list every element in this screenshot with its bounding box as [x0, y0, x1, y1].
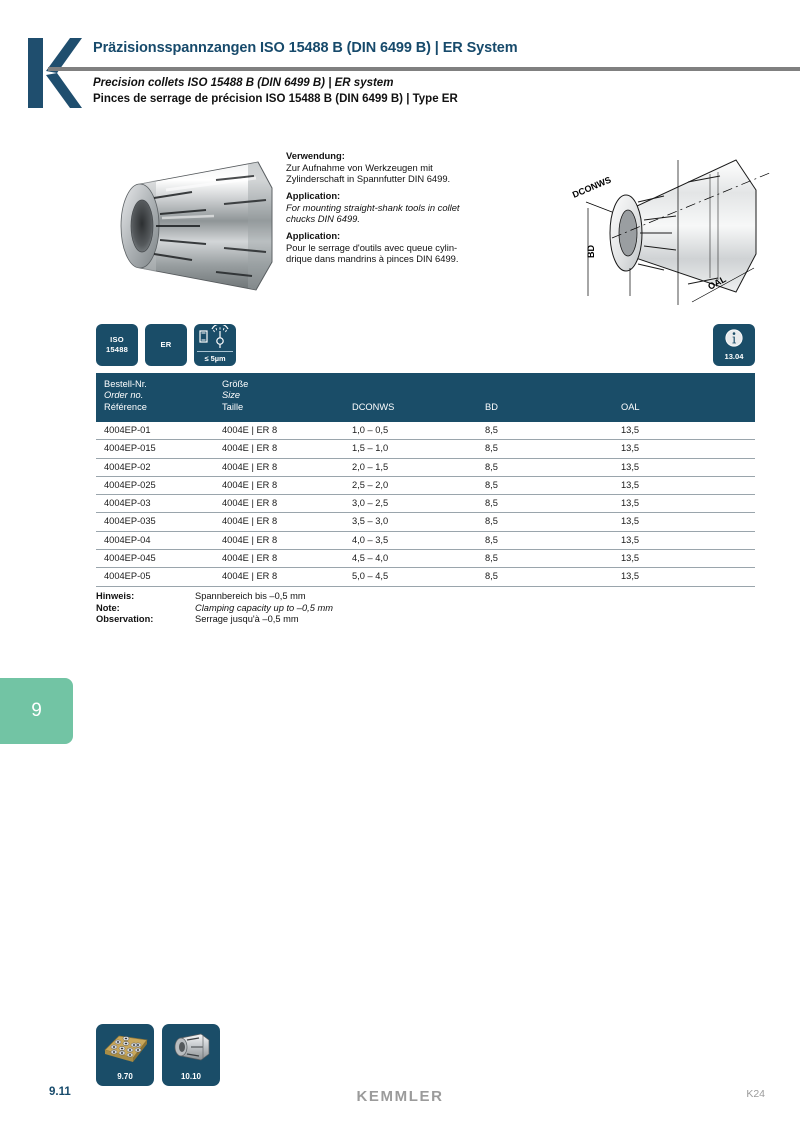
usage-line: Zur Aufnahme von Werkzeugen mit: [286, 161, 433, 173]
cell-oal: 13,5: [621, 461, 640, 472]
column-header-order-no: [104, 379, 147, 413]
badge-er: [145, 324, 187, 366]
column-header-order-no-fr: Référence: [104, 401, 147, 412]
table-row[interactable]: [96, 550, 755, 568]
header-rule: [48, 67, 800, 71]
cell-order-no: 4004EP-01: [104, 425, 151, 435]
cell-bd: 8,5: [485, 443, 498, 454]
cell-dconws: 4,5 – 4,0: [352, 553, 389, 564]
chapter-number: 9: [31, 700, 42, 721]
table-row[interactable]: [96, 477, 755, 495]
cell-oal: 13,5: [621, 516, 640, 527]
cell-order-no: 4004EP-04: [104, 534, 151, 545]
chapter-tab[interactable]: [0, 678, 73, 744]
cell-order-no: 4004EP-02: [104, 461, 151, 472]
usage-heading-fr: Application:: [286, 230, 341, 241]
column-header-dconws: DCONWS: [352, 402, 395, 412]
note-value: Clamping capacity up to –0,5 mm: [195, 602, 333, 613]
table-row[interactable]: [96, 513, 755, 531]
footer-brand-logo: KEMMLER: [356, 1088, 444, 1105]
footer-catalog-code: K24: [746, 1088, 765, 1100]
badge-iso-15488: [96, 324, 138, 366]
collet-dimension-drawing: [560, 150, 800, 310]
dim-label-dconws: DCONWS: [570, 174, 613, 200]
cell-dconws: 3,5 – 3,0: [352, 516, 389, 527]
cell-bd: 8,5: [485, 516, 498, 527]
usage-line: For mounting straight-shank tools in collet: [286, 201, 460, 213]
note-value: Serrage jusqu'à –0,5 mm: [195, 614, 299, 625]
cell-order-no: 4004EP-03: [104, 498, 151, 509]
collet-product-photo: [96, 150, 276, 300]
usage-group-de: [286, 150, 536, 184]
cell-size: 4004E | ER 8: [222, 571, 278, 582]
cell-order-no: 4004EP-035: [104, 516, 156, 527]
collet-set-tray-icon: [101, 1028, 149, 1066]
page-title-de: Präzisionsspannzangen ISO 15488 B (DIN 6499 B) | ER System: [93, 40, 518, 56]
cell-bd: 8,5: [485, 534, 498, 545]
column-header-size-en: Size: [222, 390, 241, 401]
badge-er-label: ER: [160, 340, 172, 349]
usage-line: Pour le serrage d'outils avec queue cylin-: [286, 241, 458, 253]
cell-bd: 8,5: [485, 498, 498, 509]
table-row[interactable]: [96, 459, 755, 477]
cell-size: 4004E | ER 8: [222, 461, 278, 472]
thumbnail-link-10-10[interactable]: [162, 1024, 220, 1086]
cell-oal: 13,5: [621, 479, 640, 490]
badge-concentricity: [194, 324, 236, 366]
footer-page-number: 9.11: [49, 1086, 71, 1098]
collet-nut-icon: [167, 1028, 215, 1066]
thumbnail-link-9-70[interactable]: [96, 1024, 154, 1086]
badge-concentricity-value: ≤ 5µm: [204, 354, 226, 363]
cell-dconws: 3,0 – 2,5: [352, 498, 389, 509]
column-header-size-de: Größe: [222, 379, 249, 389]
cell-size: 4004E | ER 8: [222, 479, 278, 490]
badge-iso-line2: 15488: [105, 344, 129, 354]
column-header-bd: BD: [485, 402, 498, 412]
thumbnail-caption: 9.70: [117, 1072, 133, 1081]
cell-oal: 13,5: [621, 534, 640, 545]
cell-oal: 13,5: [621, 498, 640, 509]
badge-iso-line1: ISO: [110, 335, 124, 344]
cell-bd: 8,5: [485, 571, 498, 582]
cell-bd: 8,5: [485, 425, 498, 435]
cell-oal: 13,5: [621, 425, 640, 435]
table-row[interactable]: [96, 568, 755, 586]
table-row[interactable]: [96, 532, 755, 550]
cell-bd: 8,5: [485, 553, 498, 564]
usage-heading-en: Application:: [286, 190, 341, 201]
page-header: [0, 0, 800, 120]
usage-line: Zylinderschaft in Spannfutter DIN 6499.: [286, 172, 451, 184]
column-header-size: [222, 379, 248, 413]
cell-dconws: 2,0 – 1,5: [352, 461, 389, 472]
cell-size: 4004E | ER 8: [222, 425, 278, 435]
product-table: [96, 373, 755, 587]
usage-group-en: [286, 190, 536, 224]
note-label: Hinweis:: [96, 591, 135, 601]
table-body: [96, 422, 755, 587]
table-row[interactable]: [96, 495, 755, 513]
note-value: Spannbereich bis –0,5 mm: [195, 591, 306, 601]
kemmler-k-logo: [26, 38, 82, 108]
cell-dconws: 2,5 – 2,0: [352, 479, 389, 490]
cell-size: 4004E | ER 8: [222, 443, 278, 454]
usage-line: drique dans mandrins à pinces DIN 6499.: [286, 252, 459, 264]
cell-oal: 13,5: [621, 553, 640, 564]
dim-label-oal: OAL: [706, 274, 728, 292]
cell-size: 4004E | ER 8: [222, 498, 278, 509]
column-header-size-fr: Taille: [222, 401, 244, 412]
cell-order-no: 4004EP-015: [104, 443, 156, 454]
cell-oal: 13,5: [621, 571, 640, 582]
badge-info-reference[interactable]: [713, 324, 755, 366]
cell-dconws: 4,0 – 3,5: [352, 534, 389, 545]
cell-size: 4004E | ER 8: [222, 516, 278, 527]
dim-label-bd: BD: [586, 245, 596, 258]
column-header-order-no-de: Bestell-Nr.: [104, 379, 147, 389]
cell-bd: 8,5: [485, 461, 498, 472]
column-header-order-no-en: Order no.: [104, 390, 144, 401]
info-icon: [725, 329, 743, 347]
cell-dconws: 1,5 – 1,0: [352, 443, 389, 454]
table-row[interactable]: [96, 422, 755, 440]
cell-dconws: 5,0 – 4,5: [352, 571, 389, 582]
badge-info-number: 13.04: [724, 352, 744, 361]
cell-order-no: 4004EP-045: [104, 553, 156, 564]
usage-line: chucks DIN 6499.: [286, 212, 360, 224]
page-title-fr: Pinces de serrage de précision ISO 15488 B (DIN 6499 B) | Type ER: [93, 93, 458, 105]
cell-size: 4004E | ER 8: [222, 553, 278, 564]
badge-divider: [197, 351, 233, 352]
application-description-block: [286, 150, 536, 270]
cell-dconws: 1,0 – 0,5: [352, 425, 389, 435]
table-header-row: [96, 375, 755, 422]
cell-order-no: 4004EP-025: [104, 479, 156, 490]
dial-gauge-icon: [194, 325, 236, 352]
cell-bd: 8,5: [485, 479, 498, 490]
cell-size: 4004E | ER 8: [222, 534, 278, 545]
usage-group-fr: [286, 230, 536, 264]
note-label: Note:: [96, 602, 120, 613]
usage-heading-de: Verwendung:: [286, 150, 345, 161]
table-row[interactable]: [96, 440, 755, 458]
thumbnail-caption: 10.10: [180, 1072, 202, 1081]
note-label: Observation:: [96, 614, 154, 625]
cell-oal: 13,5: [621, 443, 640, 454]
column-header-oal: OAL: [621, 402, 640, 412]
cell-order-no: 4004EP-05: [104, 571, 151, 582]
page-title-en: Precision collets ISO 15488 B (DIN 6499 B) | ER system: [93, 77, 394, 89]
